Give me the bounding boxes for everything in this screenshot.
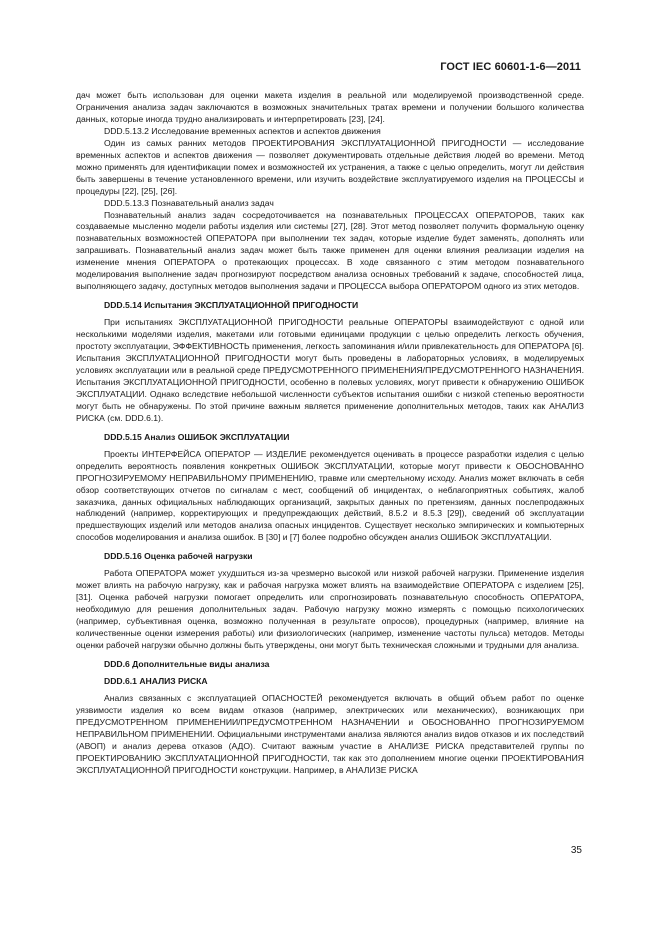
page-number: 35 [570,845,582,856]
paragraph-usability-testing: При испытаниях ЭКСПЛУАТАЦИОННОЙ ПРИГОДНОСТИ реальные ОПЕРАТОРЫ взаимодействуют с одной или несколькими моделями изделия, макетами или готовыми единицами продукции с целью определить легкость обучения, простоту эксплуатации, ЭФФЕКТИВНОСТЬ применения, легкость запоминания и/или привлекательность для ОПЕРАТОРА [6]. Испытания ЭКСПЛУАТАЦИОННОЙ ПРИГОДНОСТИ могут быть проведены в лабораторных условиях, в моделируемых условиях эксплуатации или в реальной среде ПРЕДУСМОТРЕННОГО ПРИМЕНЕНИЯ/ПРЕДУСМОТРЕННОГО НАЗНАЧЕНИЯ. Испытания ЭКСПЛУАТАЦИОННОЙ ПРИГОДНОСТИ, особенно в полевых условиях, могут привести к обнаружению ОШИБОК ЭКСПЛУАТАЦИИ. Однако вследствие небольшой численности субъектов испытания ошибки с низкой степенью вероятности могут быть не обнаружены. По этой причине важным является применение дополнительных методов, таких как АНАЛИЗ РИСКА (см. DDD.6.1). [76,317,584,423]
paragraph-cognitive-analysis: Познавательный анализ задач сосредоточивается на познавательных ПРОЦЕССАХ ОПЕРАТОРОВ, таких как создаваемые мысленно модели работы изделия или системы [27], [28]. Этот метод позволяет получить формальную оценку познавательных возможностей ОПЕРАТОРА при выполнении тех задач, которые изделие будет заменять, дополнять или запрашивать. Познавательный анализ задач может быть также применен для оценки влияния реализации изделия на изменение мнения ОПЕРАТОРА о протекающих процессах. В ходе связанного с этим методом познавательного моделирования выполнение задач прогнозируют посредством анализа основных требований к задаче, способностей лица, выполняющего задачу, доступных методов выполнения задачи и ПРОЦЕССА выбора ОПЕРАТОРОМ одного из этих методов. [76,209,584,292]
subsection-heading-13-2: DDD.5.13.2 Исследование временных аспектов и аспектов движения [104,125,381,136]
paragraph-time-motion: Один из самых ранних методов ПРОЕКТИРОВАНИЯ ЭКСПЛУАТАЦИОННОЙ ПРИГОДНОСТИ — исследование временных аспектов и аспектов движения — позволяет документировать отдельные действия людей во времени. Метод можно применять для идентификации помех и возможностей их устранения, а также с целью определить, могут ли действия быть завершены в течение установленного времени, или изучить воздействие эксплуатируемого изделия на ПРОЦЕССЫ и процедуры [22], [25], [26]. [76,137,584,196]
section-heading-5-14: DDD.5.14 Испытания ЭКСПЛУАТАЦИОННОЙ ПРИГОДНОСТИ [104,300,359,311]
subsection-heading-13-3: DDD.5.13.3 Познавательный анализ задач [104,197,274,208]
section-heading-6-1: DDD.6.1 АНАЛИЗ РИСКА [104,675,208,686]
paragraph-use-error-analysis: Проекты ИНТЕРФЕЙСА ОПЕРАТОР — ИЗДЕЛИЕ рекомендуется оценивать в процессе разработки изделия с целью определить вероятность появления конкретных ОШИБОК ЭКСПЛУАТАЦИИ, которые могут привести к ОБОСНОВАННО ПРОГНОЗИРУЕМОМУ НЕПРАВИЛЬНОМУ ПРИМЕНЕНИЮ, травме или смертельному исходу. Анализ может включать в себя обзор соответствующих отчетов по сигналам с мест, сообщений об инцидентах, о неблагоприятных событиях, жалоб заказчика, данных официальных наблюдающих организаций, закрытых данных по претензиям, данных послепродажных наблюдений (например, корректирующих и предупреждающих действий, 8.5.2 и 8.5.3 [29]), сведений об эксплуатации предшествующих изделий или методов анализа опасных инцидентов. Существует несколько эмпирических и компьютерных способов моделирования и анализа ошибок. В [30] и [7] более подробно обсужден анализ ОШИБОК ЭКСПЛУАТАЦИИ. [76,448,584,543]
paragraph-continuation: дач может быть использован для оценки макета изделия в реальной или моделируемой производственной среде. Ограничения анализа задач заключаются в возможных значительных тратах времени и получении большого количества данных, которые иногда трудно анализировать и интерпретировать [23], [24]. [76,90,584,124]
section-heading-5-15: DDD.5.15 Анализ ОШИБОК ЭКСПЛУАТАЦИИ [104,431,290,442]
page-body [76,90,584,777]
paragraph-risk-analysis: Анализ связанных с эксплуатацией ОПАСНОСТЕЙ рекомендуется включать в общий объем работ по оценке уязвимости изделия ко всем видам отказов (например, электрических или механических), возникающих при ПРЕДУСМОТРЕННОМ ПРИМЕНЕНИИ/ПРЕДУСМОТРЕННОМ НАЗНАЧЕНИИ и ОБОСНОВАННО ПРОГНОЗИРУЕМОМ НЕПРАВИЛЬНОМ ПРИМЕНЕНИИ. Официальными инструментами анализа являются анализ видов отказов и их последствий (АВОП) и анализ дерева отказов (АДО). Считают важным участие в АНАЛИЗЕ РИСКА представителей группы по ПРОЕКТИРОВАНИЮ ЭКСПЛУАТАЦИОННОЙ ПРИГОДНОСТИ, так как это дополнением многие оценки ПРОЕКТИРОВАНИЯ ЭКСПЛУАТАЦИОННОЙ ПРИГОДНОСТИ конструкции. Например, в АНАЛИЗЕ РИСКА [76,692,584,775]
paragraph-workload: Работа ОПЕРАТОРА может ухудшиться из-за чрезмерно высокой или низкой рабочей нагрузки. Применение изделия может влиять на рабочую нагрузку, как и рабочая нагрузка может влиять на взаимодействие ОПЕРАТОРА с изделием [25], [31]. Оценка рабочей нагрузки помогает определить или спрогнозировать познавательную способность ОПЕРАТОРА, необходимую для решения дополнительных задач. Рабочую нагрузку можно измерять с помощью психологических (например, субъективная оценка, возможно полученная в результате опросов), процедурных (например, влияние на количественные оценки измерения работы) или физиологических (например, изменение частоты пульса) методов. Методы оценки рабочей нагрузки обычно должны быть утверждены, они могут быть техническая сложными и трудными для анализа. [76,568,584,650]
standard-designation: ГОСТ IEC 60601-1-6—2011 [440,61,581,73]
section-heading-6: DDD.6 Дополнительные виды анализа [104,658,270,669]
section-heading-5-16: DDD.5.16 Оценка рабочей нагрузки [104,551,253,562]
